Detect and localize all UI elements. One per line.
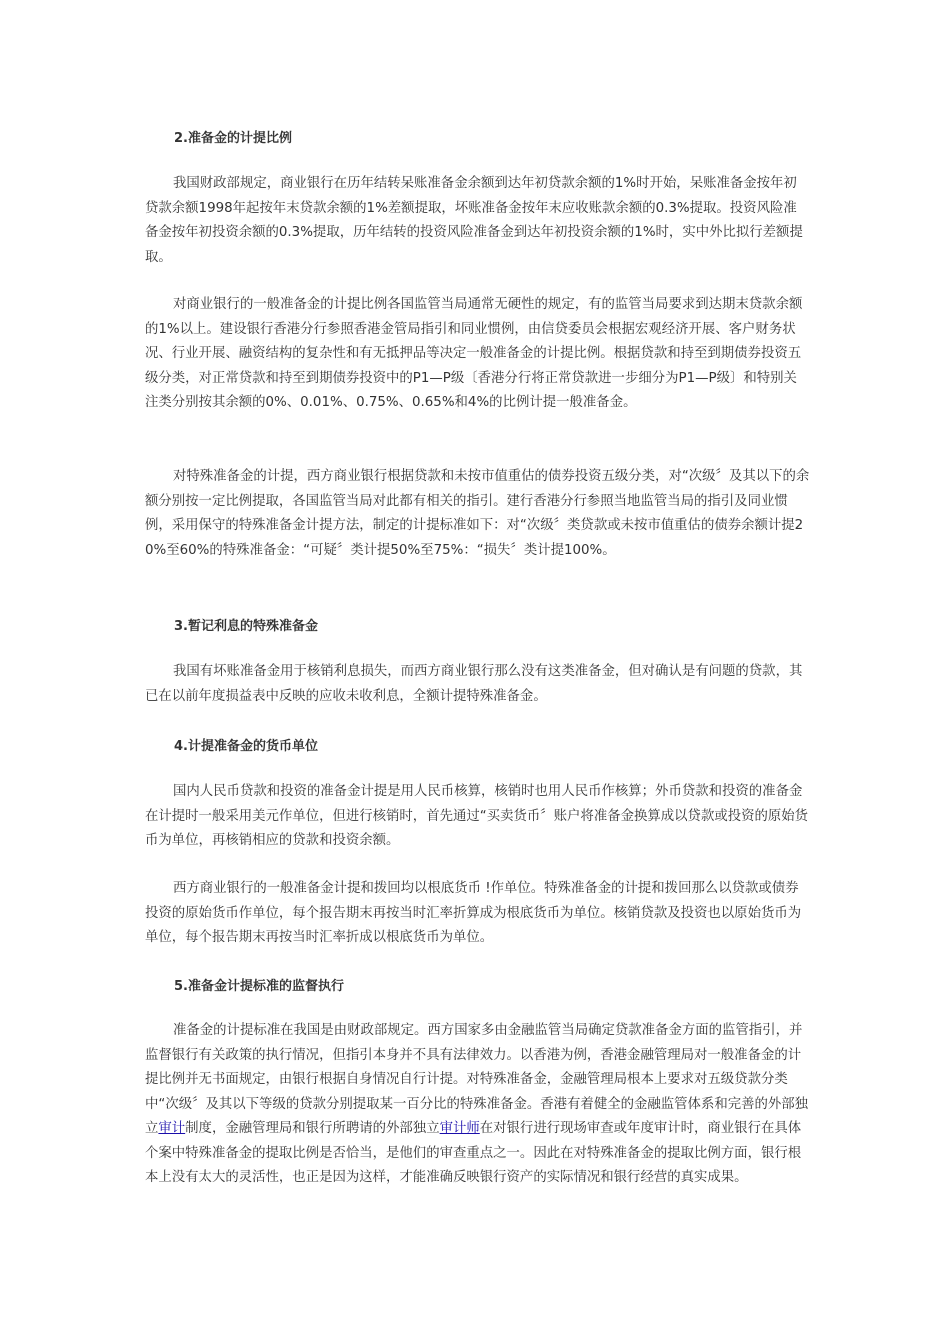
paragraph-provision-ratio-1: 我国财政部规定，商业银行在历年结转呆账准备金余额到达年初贷款余额的1%时开始，呆账准备金按年初贷款余额1998年起按年末贷款余额的1%差额提取，坏账准备金按年末应收账款余额的0.3%提取。投资风险准备金按年初投资余额的0.3%提取，历年结转的投资风险准备金到达年初投资余额的1%时，实中外比拟行差额提取。 [145, 176, 803, 265]
paragraph-provision-ratio-2: 对商业银行的一般准备金的计提比例各国监管当局通常无硬性的规定，有的监管当局要求到达期末贷款余额的1%以上。建设银行香港分行参照香港金管局指引和同业惯例，由信贷委员会根据宏观经济开展、客户财务状况、行业开展、融资结构的复杂性和有无抵押品等决定一般准备金的计提比例。根据贷款和持至到期债券投资五级分类，对正常贷款和持至到期债券投资中的P1—P级〔香港分行将正常贷款进一步细分为P1—P级〕和特别关注类分别按其余额的0%、0.01%、0.75%、0.65%和4%的比例计提一般准备金。 [145, 297, 803, 410]
section-heading-2: 2.准备金的计提比例 [174, 131, 292, 146]
section-heading-4: 4.计提准备金的货币单位 [174, 739, 318, 754]
paragraph-supervision-text-2: 制度，金融管理局和银行所聘请的外部独立 [185, 1121, 440, 1136]
audit-link[interactable]: 审计 [158, 1121, 186, 1136]
section-heading-3: 3.暂记利息的特殊准备金 [174, 619, 318, 634]
paragraph-interest-provision: 我国有坏账准备金用于核销利息损失，而西方商业银行那么没有这类准备金，但对确认是有问题的贷款，其已在以前年度损益表中反映的应收未收利息，全额计提特殊准备金。 [145, 664, 803, 704]
paragraph-provision-ratio-3: 对特殊准备金的计提，西方商业银行根据贷款和未按市值重估的债券投资五级分类，对“次级〞及其以下的余额分别按一定比例提取，各国监管当局对此都有相关的指引。建行香港分行参照当地监管当局的指引及同业惯例，采用保守的特殊准备金计提方法，制定的计提标准如下：对“次级〞类贷款或未按市值重估的债券余额计提20%至60%的特殊准备金：“可疑〞类计提50%至75%：“损失〞类计提100%。 [145, 469, 810, 558]
auditor-link[interactable]: 审计师 [439, 1121, 480, 1136]
paragraph-currency-unit-2: 西方商业银行的一般准备金计提和拨回均以根底货币 !作单位。特殊准备金的计提和拨回那么以贷款或债券投资的原始货币作单位，每个报告期末再按当时汇率折算成为根底货币为单位。核销贷款及投资也以原始货币为单位，每个报告期末再按当时汇率折成以根底货币为单位。 [145, 881, 802, 945]
section-heading-5: 5.准备金计提标准的监督执行 [174, 979, 344, 994]
paragraph-supervision-text-3: 在对银行进行现场审查或年度审计时，商业银行在具体个案中特殊准备金的提取比例是否恰当，是他们的审查重点之一。因此在对特殊准备金的提取比例方面，银行根本上没有太大的灵活性，也正是因为这样，才能准确反映银行资产的实际情况和银行经营的真实成果。 [145, 1121, 802, 1185]
paragraph-supervision-text-1: 准备金的计提标准在我国是由财政部规定。西方国家多由金融监管当局确定贷款准备金方面的监管指引，并监督银行有关政策的执行情况，但指引本身并不具有法律效力。以香港为例，香港金融管理局对一般准备金的计提比例并无书面规定，由银行根据自身情况自行计提。对特殊准备金，金融管理局根本上要求对五级贷款分类中“次级〞及其以下等级的贷款分别提取某一百分比的特殊准备金。香港有着健全的金融监管体系和完善的外部独立 [145, 1023, 809, 1136]
paragraph-supervision [145, 1019, 810, 1191]
paragraph-currency-unit-1: 国内人民币贷款和投资的准备金计提是用人民币核算，核销时也用人民币作核算；外币贷款和投资的准备金在计提时一般采用美元作单位，但进行核销时，首先通过“买卖货币〞账户将准备金换算成以贷款或投资的原始货币为单位，再核销相应的贷款和投资余额。 [145, 784, 809, 848]
